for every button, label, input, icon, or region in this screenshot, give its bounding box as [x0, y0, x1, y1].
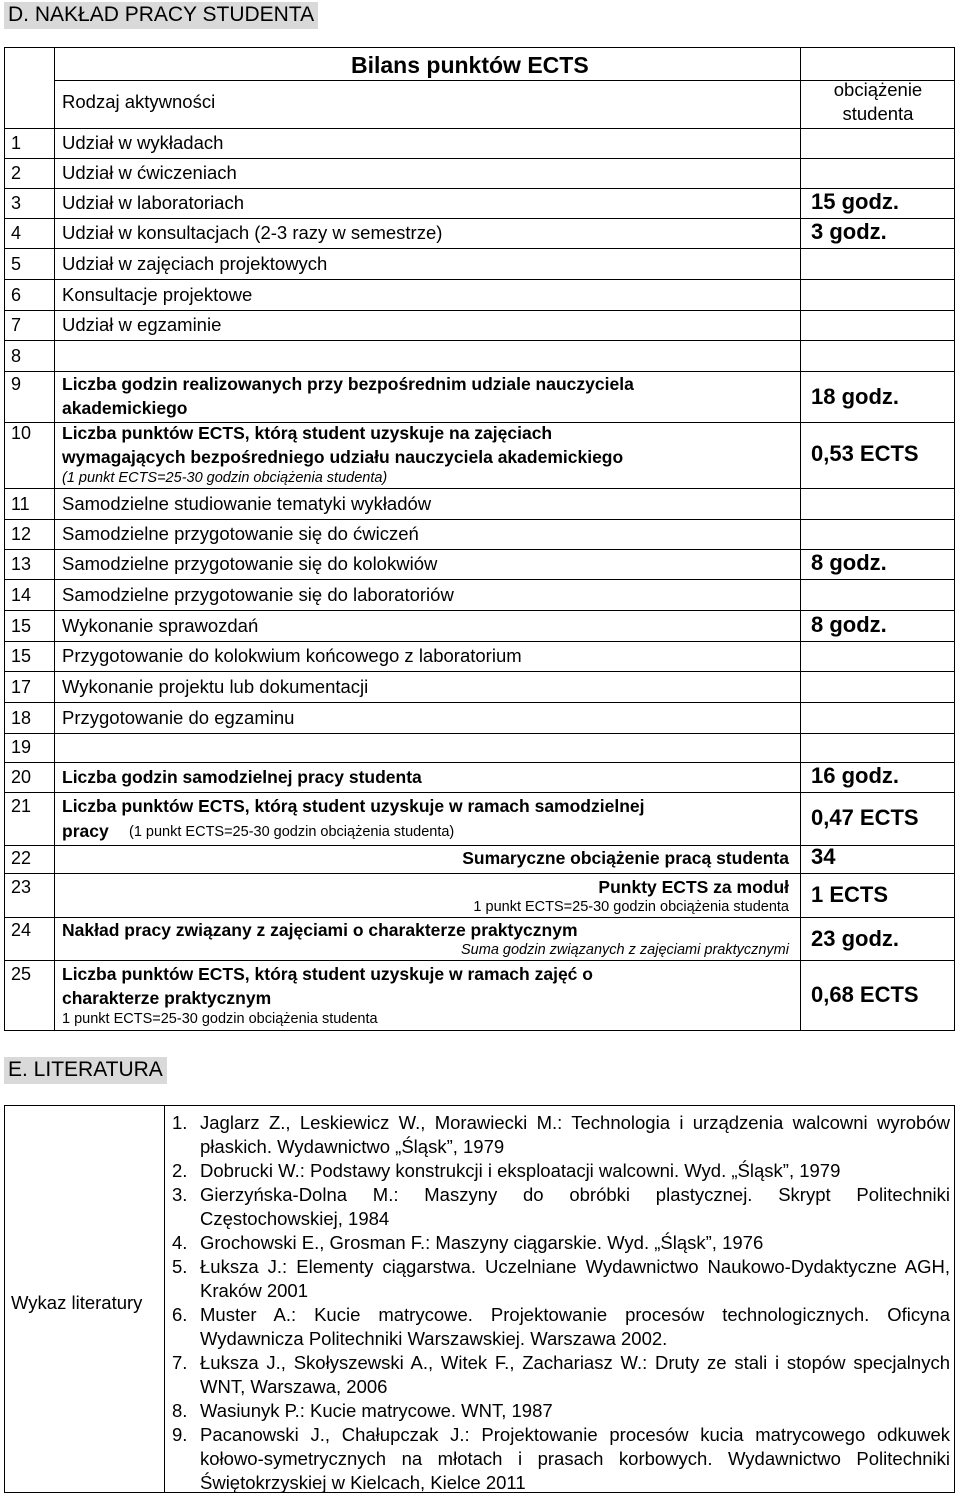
row-number: 10 — [11, 423, 32, 443]
row-number: 7 — [11, 315, 22, 335]
row-value: 34 — [811, 844, 836, 869]
literature-label: Wykaz literatury — [11, 1292, 143, 1313]
column-header-activity: Rodzaj aktywności — [62, 91, 216, 112]
row-label-line2: charakterze praktycznym — [62, 988, 272, 1008]
row-label: Udział w egzaminie — [62, 314, 222, 335]
row-number: 22 — [11, 848, 32, 868]
literature-table — [4, 1105, 955, 1493]
literature-list — [172, 1111, 950, 1495]
row-label: Samodzielne przygotowanie się do laboratoriów — [62, 584, 454, 605]
row-label: Samodzielne przygotowanie się do kolokwiów — [62, 553, 438, 574]
row-label: Samodzielne studiowanie tematyki wykładów — [62, 493, 432, 514]
row-note: 1 punkt ECTS=25-30 godzin obciążenia studenta — [62, 1011, 378, 1027]
row-label: Przygotowanie do kolokwium końcowego z laboratorium — [62, 645, 522, 666]
row-value: 15 godz. — [811, 189, 900, 214]
literature-item: 2. Dobrucki W.: Podstawy konstrukcji i eksploatacji walcowni. Wyd. „Śląsk”, 1979 — [172, 1160, 841, 1181]
row-value: 3 godz. — [811, 219, 887, 244]
row-label: Wykonanie projektu lub dokumentacji — [62, 676, 369, 697]
row-number: 8 — [11, 346, 22, 366]
row-number: 15 — [11, 616, 32, 636]
literature-item: 3. Gierzyńska-Dolna M.: Maszyny do obróbki plastycznej. Skrypt Politechniki Częstochowskiej, 1984 — [172, 1184, 950, 1229]
row-number: 21 — [11, 796, 32, 816]
row-value: 1 ECTS — [811, 882, 889, 907]
row-number: 14 — [11, 585, 32, 605]
row-label: Udział w wykładach — [62, 132, 224, 153]
row-label: Sumaryczne obciążenie pracą studenta — [462, 848, 789, 868]
row-value: 0,53 ECTS — [811, 441, 919, 466]
row-number: 11 — [11, 494, 30, 514]
column-divider — [54, 48, 55, 1030]
row-number: 18 — [11, 708, 32, 728]
row-number: 5 — [11, 254, 22, 274]
row-value: 23 godz. — [811, 926, 900, 951]
literature-item: 9. Pacanowski J., Chałupczak J.: Projektowanie procesów kucia matrycowego odkuwek kołowo-symetrycznych na młotach i prasach korbowych. Wydawnictwo Politechniki Świętokrzyskiej w Kielcach, Kielce 2011 — [172, 1424, 950, 1493]
row-number: 1 — [11, 133, 22, 153]
section-d-heading: D. NAKŁAD PRACY STUDENTA — [4, 2, 318, 29]
row-note: 1 punkt ECTS=25-30 godzin obciążenia studenta — [473, 899, 789, 915]
table-title: Bilans punktów ECTS — [351, 52, 589, 78]
row-label-line1: Liczba punktów ECTS, którą student uzyskuje w ramach samodzielnej — [62, 796, 645, 816]
literature-item: 5. Łuksza J.: Elementy ciągarstwa. Uczelniane Wydawnictwo Naukowo-Dydaktyczne AGH, Kraków 2001 — [172, 1256, 950, 1301]
row-note: Suma godzin związanych z zajęciami praktycznymi — [461, 942, 789, 958]
row-label-line1: Liczba punktów ECTS, którą student uzyskuje w ramach zajęć o — [62, 964, 593, 984]
literature-item: 1. Jaglarz Z., Leskiewicz W., Morawiecki M.: Technologia i urządzenia walcowni wyrobów płaskich. Wydawnictwo „Śląsk”, 1979 — [172, 1112, 950, 1157]
row-value: 0,68 ECTS — [811, 982, 919, 1007]
row-note: (1 punkt ECTS=25-30 godzin obciążenia studenta) — [129, 824, 455, 840]
row-number: 17 — [11, 677, 32, 697]
column-header-load-line1: obciążenie — [833, 79, 923, 100]
row-number: 6 — [11, 285, 22, 305]
row-value: 18 godz. — [811, 384, 900, 409]
row-number: 25 — [11, 964, 32, 984]
row-number: 13 — [11, 554, 32, 574]
row-number: 12 — [11, 524, 32, 544]
row-number: 4 — [11, 223, 22, 243]
literature-item: 4. Grochowski E., Grosman F.: Maszyny ciągarskie. Wyd. „Śląsk”, 1976 — [172, 1232, 764, 1253]
row-label: Udział w konsultacjach (2-3 razy w semestrze) — [62, 222, 443, 243]
row-label: Udział w laboratoriach — [62, 192, 245, 213]
row-note: (1 punkt ECTS=25-30 godzin obciążenia studenta) — [62, 470, 388, 486]
row-label: Wykonanie sprawozdań — [62, 615, 259, 636]
row-label: Samodzielne przygotowanie się do ćwiczeń — [62, 523, 419, 544]
row-label: Nakład pracy związany z zajęciami o charakterze praktycznym — [62, 920, 578, 940]
row-label: Liczba godzin samodzielnej pracy studenta — [62, 767, 422, 787]
row-label-line1: Liczba godzin realizowanych przy bezpośrednim udziale nauczyciela — [62, 374, 634, 394]
row-number: 19 — [11, 737, 32, 757]
row-label: Konsultacje projektowe — [62, 284, 253, 305]
column-divider — [164, 1106, 165, 1492]
row-label-line2: pracy — [62, 821, 109, 841]
row-label: Punkty ECTS za moduł — [598, 877, 789, 897]
row-number: 23 — [11, 877, 32, 897]
row-number: 24 — [11, 920, 32, 940]
row-label-line2: akademickiego — [62, 398, 188, 418]
row-label-line1: Liczba punktów ECTS, którą student uzyskuje na zajęciach — [62, 423, 553, 443]
row-value: 0,47 ECTS — [811, 805, 919, 830]
row-number: 2 — [11, 163, 22, 183]
row-label: Udział w ćwiczeniach — [62, 162, 237, 183]
column-divider — [800, 48, 801, 1030]
row-label-line2: wymagających bezpośredniego udziału nauczyciela akademickiego — [62, 447, 624, 467]
literature-item: 8. Wasiunyk P.: Kucie matrycowe. WNT, 1987 — [172, 1400, 553, 1421]
row-number: 9 — [11, 374, 22, 394]
literature-item: 6. Muster A.: Kucie matrycowe. Projektowanie procesów technologicznych. Oficyna Wydawnicza Politechniki Warszawskiej. Warszawa 2002. — [172, 1304, 950, 1349]
row-value: 16 godz. — [811, 763, 900, 788]
literature-item: 7. Łuksza J., Skołyszewski A., Witek F., Zachariasz W.: Druty ze stali i stopów specjalnych WNT, Warszawa, 2006 — [172, 1352, 950, 1397]
row-number: 3 — [11, 193, 22, 213]
row-value: 8 godz. — [811, 550, 887, 575]
row-label: Przygotowanie do egzaminu — [62, 707, 295, 728]
row-label: Udział w zajęciach projektowych — [62, 253, 328, 274]
column-header-load-line2: studenta — [842, 103, 914, 124]
section-e-heading: E. LITERATURA — [4, 1057, 167, 1084]
row-value: 8 godz. — [811, 612, 887, 637]
ects-balance-table — [4, 47, 955, 1031]
row-number: 15 — [11, 646, 32, 666]
row-number: 20 — [11, 767, 32, 787]
